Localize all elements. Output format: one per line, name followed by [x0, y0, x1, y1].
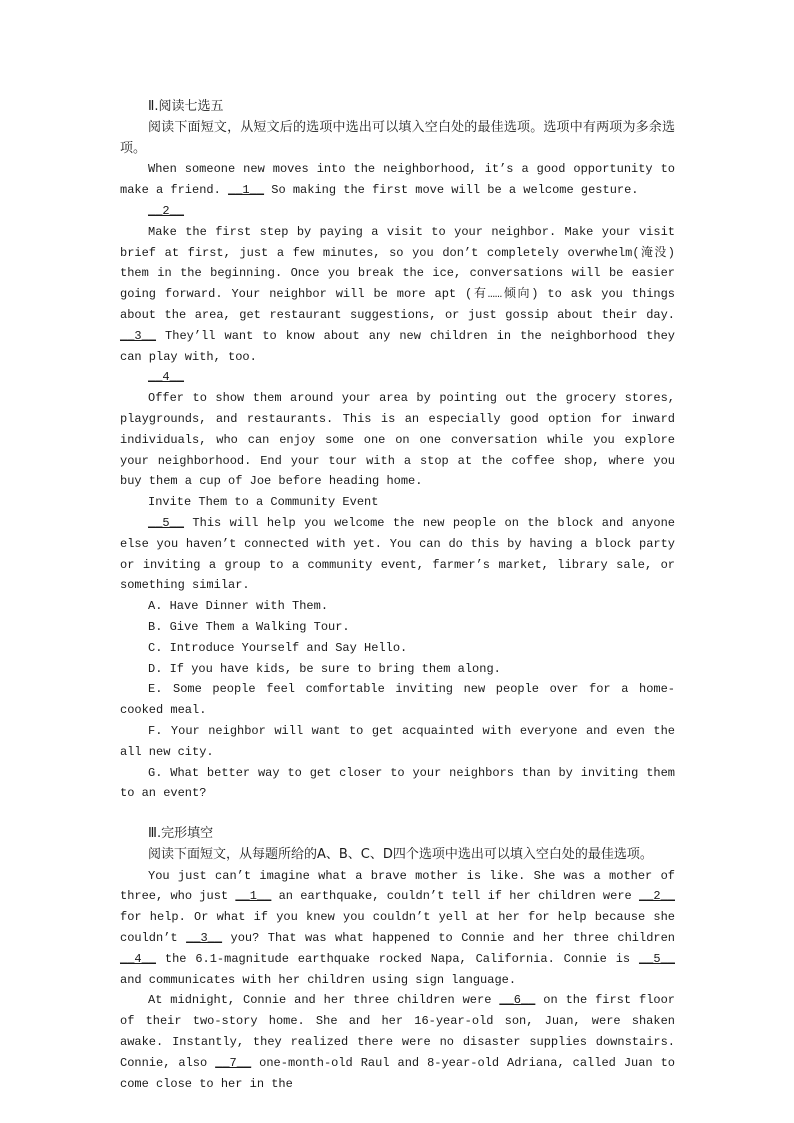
cloze-text: You just can’t imagine what a brave mother is like. She was a mother of three, who just	[120, 868, 675, 904]
cloze-text: the 6.1-magnitude earthquake rocked Napa, California. Connie is	[156, 951, 639, 966]
cloze-blank-2: __2__	[638, 889, 675, 904]
cloze-paragraph	[120, 866, 675, 991]
blank-2: __2__	[148, 203, 185, 218]
cloze-text: an earthquake, couldn’t tell if her children were	[271, 889, 639, 904]
passage-text: They’ll want to know about any new children in the neighborhood they can play with, too.	[120, 328, 675, 364]
cloze-text: you? That was what happened to Connie and her three children	[222, 931, 675, 946]
cloze-blank-7: __7__	[215, 1055, 252, 1070]
option-item: C. Introduce Yourself and Say Hello.	[148, 640, 408, 655]
passage-paragraph	[120, 222, 675, 368]
worksheet-page	[120, 97, 675, 1094]
blank-3: __3__	[120, 328, 157, 343]
cloze-text: on the first floor of their two-story home. She and her 16-year-old son, Juan, were shaken awake. Instantly, they realized there were no disaster supplies downstairs. Connie, also	[120, 993, 675, 1070]
cloze-blank-6: __6__	[499, 993, 536, 1008]
passage-paragraph: Offer to show them around your area by pointing out the grocery stores, playgrounds, and restaurants. This is an especially good option for inward individuals, who can enjoy some one on one conversation while you explore your neighborhood. End your tour with a stop at the coffee shop, where you buy them a cup of Joe before heading home.	[120, 391, 675, 489]
option-item: B. Give Them a Walking Tour.	[148, 619, 350, 634]
passage-text: So making the first move will be a welcome gesture.	[264, 183, 639, 198]
option-item: F. Your neighbor will want to get acquainted with everyone and even the all new city.	[120, 723, 675, 759]
cloze-blank-1: __1__	[235, 889, 272, 904]
section-instruction-reading: 阅读下面短文，从短文后的选项中选出可以填入空白处的最佳选项。选项中有两项为多余选项。	[120, 119, 675, 156]
blank-line-4	[120, 367, 675, 388]
cloze-blank-3: __3__	[186, 931, 223, 946]
option-item: D. If you have kids, be sure to bring them along.	[148, 661, 501, 676]
passage-paragraph	[120, 159, 675, 201]
cloze-text: At midnight, Connie and her three children were	[148, 993, 500, 1008]
cloze-text: one-month-old Raul and 8-year-old Adriana, called Juan to come close to her in the	[120, 1055, 675, 1091]
blank-line-2	[120, 201, 675, 222]
option-item: G. What better way to get closer to your neighbors than by inviting them to an event?	[120, 765, 675, 801]
cloze-text: for help. Or what if you knew you couldn’t yell at her for help because she couldn’t	[120, 910, 675, 946]
cloze-text: and communicates with her children using sign language.	[120, 972, 517, 987]
cloze-paragraph	[120, 990, 675, 1094]
passage-text: When someone new moves into the neighborhood, it’s a good opportunity to make a friend.	[120, 162, 675, 198]
cloze-blank-4: __4__	[120, 951, 157, 966]
passage-paragraph	[120, 513, 675, 596]
passage-text: This will help you welcome the new people on the block and anyone else you haven’t connected with yet. You can do this by having a block party or inviting a group to a community event, farmer’s market, library sale, or something similar.	[120, 515, 675, 593]
cloze-blank-5: __5__	[638, 951, 675, 966]
blank-1: __1__	[228, 183, 265, 198]
option-item: A. Have Dinner with Them.	[148, 599, 329, 614]
section-instruction-cloze: 阅读下面短文，从每题所给的A、B、C、D四个选项中选出可以填入空白处的最佳选项。	[148, 846, 653, 862]
option-item: E. Some people feel comfortable inviting new people over for a home-cooked meal.	[120, 682, 675, 718]
section-title-reading: Ⅱ.阅读七选五	[148, 99, 224, 114]
blank-5: __5__	[148, 515, 185, 530]
blank-4: __4__	[148, 370, 185, 385]
section-title-cloze: Ⅲ.完形填空	[148, 826, 214, 842]
section-spacer	[120, 804, 675, 824]
passage-heading: Invite Them to a Community Event	[148, 495, 379, 510]
passage-text: Make the first step by paying a visit to your neighbor. Make your visit brief at first, just a few minutes, so you don’t completely overwhelm(淹没) them in the beginning. Once you break the ice, conversations will be easier going forward. Your neighbor will be more apt (有……倾向) to ask you things about the area, get restaurant suggestions, or just gossip about their day.	[120, 224, 675, 322]
